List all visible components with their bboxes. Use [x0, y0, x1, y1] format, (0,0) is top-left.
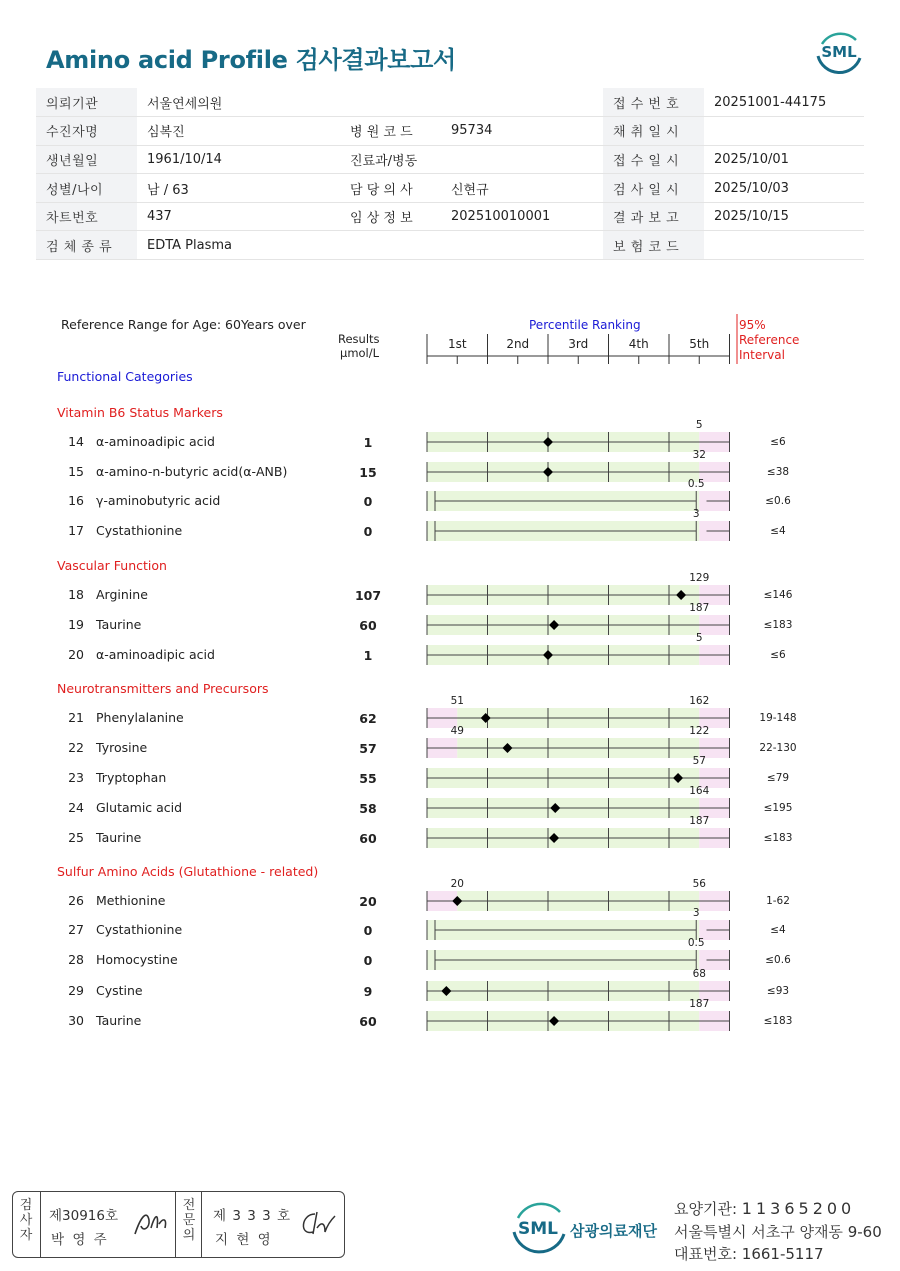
result-value: 62: [359, 711, 377, 726]
reference-interval: ≤79: [766, 772, 790, 784]
info-label: 보 험 코 드: [603, 231, 704, 260]
info-value: 남 / 63: [137, 174, 340, 203]
percentile-bar: [427, 981, 730, 1001]
percentile-bar: [427, 585, 730, 605]
upper-limit-label: 5: [695, 632, 703, 644]
analyte-name: Tyrosine: [96, 740, 148, 755]
row-number: 23: [68, 770, 84, 785]
row-number: 25: [68, 830, 84, 845]
institution-code: [674, 1198, 855, 1219]
upper-limit-label: 187: [689, 815, 710, 827]
institution-code-label: 요양기관:: [674, 1200, 738, 1218]
result-value: 1: [363, 435, 373, 450]
phone: [674, 1243, 824, 1264]
section-heading: Vitamin B6 Status Markers: [57, 405, 223, 420]
row-number: 29: [68, 983, 84, 998]
result-value: 55: [359, 771, 377, 786]
lower-limit-label: 51: [450, 695, 464, 707]
percentile-bar: [427, 1011, 730, 1031]
institution-code-value: 11365200: [741, 1199, 856, 1218]
upper-limit-label: 187: [689, 998, 710, 1010]
tester-signature: [131, 1206, 171, 1240]
result-value: 1: [363, 648, 373, 663]
reference-interval: ≤6: [770, 436, 786, 448]
unit-label: μmol/L: [340, 346, 380, 360]
result-value: 57: [359, 741, 377, 756]
row-number: 27: [68, 922, 84, 937]
reference-interval: ≤195: [763, 802, 793, 814]
sml-footer-logo: [508, 1198, 570, 1256]
percentile-bar: [427, 491, 730, 511]
row-number: 18: [68, 587, 84, 602]
info-label: 접 수 일 시: [603, 145, 704, 174]
percentile-bar: [427, 645, 730, 665]
analyte-name: Glutamic acid: [96, 800, 183, 815]
reference-interval: ≤4: [770, 924, 786, 936]
info-label: 검 사 일 시: [603, 174, 704, 203]
reference-interval: 19-148: [759, 712, 797, 724]
section-heading: Vascular Function: [57, 558, 167, 573]
upper-limit-label: 0.5: [687, 937, 705, 949]
address: 서울특별시 서초구 양재동 9-60: [674, 1223, 882, 1241]
info-label: 임 상 정 보: [340, 202, 441, 231]
reference-interval: ≤4: [770, 525, 786, 537]
percentile-ranking-title: Percentile Ranking: [529, 318, 641, 332]
reference-interval: ≤183: [763, 619, 793, 631]
analyte-name: Homocystine: [96, 952, 178, 967]
info-value: 20251001-44175: [704, 88, 864, 117]
upper-limit-label: 56: [692, 878, 706, 890]
percentile-tick-label: 1st: [447, 337, 467, 351]
ref-interval-line-2: Reference: [739, 333, 800, 347]
upper-limit-label: 129: [689, 572, 710, 584]
tester-reg: 제30916호: [49, 1208, 119, 1224]
ref-interval-line-3: Interval: [739, 348, 785, 362]
info-label: 차트번호: [36, 202, 137, 231]
specialist-reg: 제 3 3 3 호: [213, 1208, 292, 1224]
analyte-name: Cystathionine: [96, 523, 183, 538]
info-value: 2025/10/01: [704, 145, 864, 174]
result-value: 15: [359, 465, 377, 480]
analyte-name: Methionine: [96, 893, 166, 908]
sml-logo-text: SML: [821, 43, 857, 61]
row-number: 26: [68, 893, 84, 908]
percentile-tick-label: 2nd: [506, 337, 530, 351]
upper-limit-label: 0.5: [687, 478, 705, 490]
info-label: 생년월일: [36, 145, 137, 174]
info-label: 결 과 보 고: [603, 202, 704, 231]
phone-value: 1661-5117: [741, 1245, 824, 1263]
reference-age-label: Reference Range for Age: 60Years over: [61, 317, 306, 332]
percentile-bar: [427, 950, 730, 970]
analyte-name: α-amino-n-butyric acid(α-ANB): [96, 464, 288, 479]
upper-limit-label: 164: [689, 785, 710, 797]
info-value: 2025/10/03: [704, 174, 864, 203]
row-number: 21: [68, 710, 84, 725]
info-label: 접 수 번 호: [603, 88, 704, 117]
percentile-bar: [427, 432, 730, 452]
info-value: 1961/10/14: [137, 145, 340, 174]
specialist-name: 지 현 영: [215, 1232, 273, 1248]
percentile-bar: [427, 462, 730, 482]
signature-box: [12, 1191, 345, 1258]
reference-interval: ≤6: [770, 649, 786, 661]
reference-interval: ≤38: [766, 466, 790, 478]
analyte-name: Taurine: [96, 830, 142, 845]
info-value: 437: [137, 202, 340, 231]
row-number: 22: [68, 740, 84, 755]
section-heading: Neurotransmitters and Precursors: [57, 681, 269, 696]
analyte-name: Tryptophan: [96, 770, 167, 785]
analyte-name: Arginine: [96, 587, 148, 602]
result-value: 60: [359, 831, 377, 846]
result-value: 0: [363, 524, 373, 539]
info-label: 성별/나이: [36, 174, 137, 203]
info-label: 채 취 일 시: [603, 117, 704, 146]
specialist-signature: [295, 1206, 339, 1240]
row-number: 20: [68, 647, 84, 662]
analyte-name: Phenylalanine: [96, 710, 184, 725]
phone-label: 대표번호:: [674, 1245, 738, 1263]
analyte-name: Cystathionine: [96, 922, 183, 937]
info-label: 수진자명: [36, 117, 137, 146]
reference-interval: ≤93: [766, 985, 790, 997]
row-number: 19: [68, 617, 84, 632]
info-value: 신현규: [441, 174, 603, 203]
upper-limit-label: 3: [692, 508, 700, 520]
row-number: 15: [68, 464, 84, 479]
analyte-name: Cystine: [96, 983, 143, 998]
result-value: 0: [363, 923, 373, 938]
results-label: Results: [338, 332, 380, 346]
row-number: 28: [68, 952, 84, 967]
upper-limit-label: 122: [689, 725, 710, 737]
analyte-name: α-aminoadipic acid: [96, 434, 215, 449]
upper-limit-label: 68: [692, 968, 706, 980]
reference-interval: ≤0.6: [765, 495, 791, 507]
result-value: 107: [354, 588, 382, 603]
percentile-bar: [427, 521, 730, 541]
upper-limit-label: 57: [692, 755, 706, 767]
percentile-bar: [427, 768, 730, 788]
row-number: 16: [68, 493, 84, 508]
info-value: 95734: [441, 117, 603, 146]
info-label: 검 체 종 류: [36, 231, 137, 260]
report-title: Amino acid Profile 검사결과보고서: [46, 46, 456, 74]
ref-interval-line-1: 95%: [739, 318, 766, 332]
info-label: 의뢰기관: [36, 88, 137, 117]
info-value: 서울연세의원: [137, 88, 340, 117]
row-number: 14: [68, 434, 84, 449]
result-value: 60: [359, 1014, 377, 1029]
percentile-bar: [427, 891, 730, 911]
percentile-bar: [427, 708, 730, 728]
info-value: EDTA Plasma: [137, 231, 340, 260]
reference-interval: 1-62: [766, 895, 790, 907]
result-value: 20: [359, 894, 377, 909]
functional-categories-heading: Functional Categories: [57, 369, 193, 384]
info-value: 2025/10/15: [704, 202, 864, 231]
upper-limit-label: 32: [692, 449, 706, 461]
info-value: 202510010001: [441, 202, 603, 231]
foundation-name: 삼광의료재단: [570, 1222, 657, 1240]
sml-footer-logo-text: SML: [518, 1219, 558, 1239]
percentile-bar: [427, 738, 730, 758]
info-label: 담 당 의 사: [340, 174, 441, 203]
percentile-bar: [427, 828, 730, 848]
analyte-name: Taurine: [96, 1013, 142, 1028]
percentile-bar: [427, 798, 730, 818]
section-heading: Sulfur Amino Acids (Glutathione - related): [57, 864, 319, 879]
info-label: 병 원 코 드: [340, 117, 441, 146]
reference-interval: 22-130: [759, 742, 797, 754]
upper-limit-label: 187: [689, 602, 710, 614]
tester-label: 검사자: [19, 1198, 33, 1243]
upper-limit-label: 5: [695, 419, 703, 431]
specialist-label: 전문의: [182, 1198, 196, 1243]
result-value: 0: [363, 953, 373, 968]
percentile-tick-label: 3rd: [568, 337, 589, 351]
lower-limit-label: 49: [450, 725, 464, 737]
row-number: 17: [68, 523, 84, 538]
info-value: 심복진: [137, 117, 340, 146]
result-value: 58: [359, 801, 377, 816]
upper-limit-label: 3: [692, 907, 700, 919]
percentile-bar: [427, 920, 730, 940]
lower-limit-label: 20: [450, 878, 464, 890]
percentile-tick-label: 4th: [628, 337, 649, 351]
row-number: 24: [68, 800, 84, 815]
reference-interval: ≤183: [763, 832, 793, 844]
info-label: 진료과/병동: [340, 145, 441, 174]
tester-name: 박 영 주: [51, 1232, 109, 1248]
result-value: 60: [359, 618, 377, 633]
analyte-name: α-aminoadipic acid: [96, 647, 215, 662]
result-value: 9: [363, 984, 373, 999]
percentile-bar: [427, 615, 730, 635]
result-value: 0: [363, 494, 373, 509]
percentile-tick-label: 5th: [689, 337, 710, 351]
reference-interval: ≤146: [763, 589, 793, 601]
reference-interval: ≤0.6: [765, 954, 791, 966]
reference-interval: ≤183: [763, 1015, 793, 1027]
analyte-name: Taurine: [96, 617, 142, 632]
row-number: 30: [68, 1013, 84, 1028]
analyte-name: γ-aminobutyric acid: [96, 493, 221, 508]
upper-limit-label: 162: [689, 695, 710, 707]
